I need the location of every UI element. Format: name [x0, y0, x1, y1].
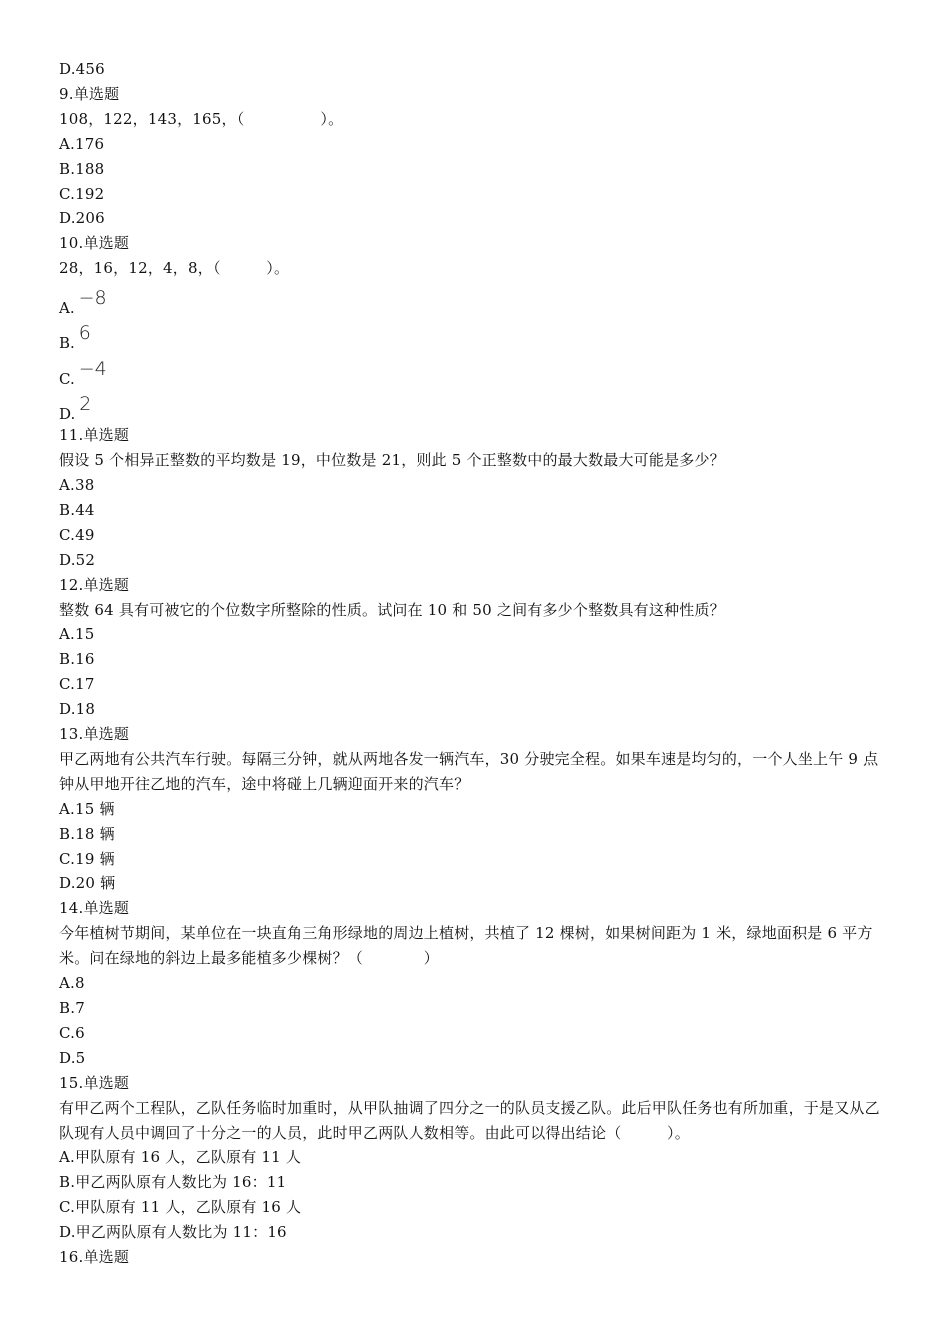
- option-item: D.5: [59, 1048, 86, 1067]
- question-stem: 有甲乙两个工程队，乙队任务临时加重时，从甲队抽调了四分之一的队员支援乙队。此后甲队任务也有所加重，于是又从乙队现有人员中调回了十分之一的人员，此时甲乙两队人数相等。由此可以得出结论（ ）。: [59, 1098, 880, 1142]
- option-item: A.甲队原有 16 人，乙队原有 11 人: [59, 1148, 302, 1167]
- option-item: A.15 辆: [59, 799, 115, 818]
- question-heading: 12.单选题: [59, 575, 130, 594]
- option-item: B.18 辆: [59, 824, 115, 843]
- option-item: B.188: [59, 159, 105, 178]
- option-item: D.456: [59, 60, 105, 78]
- option-item: [59, 352, 890, 388]
- option-item: C.甲队原有 11 人，乙队原有 16 人: [59, 1198, 302, 1217]
- option-item: B.16: [59, 650, 95, 669]
- option-item: B.7: [59, 999, 85, 1017]
- option-label: D.: [59, 405, 76, 424]
- option-label: A.: [59, 298, 75, 317]
- option-item: C.6: [59, 1023, 85, 1042]
- question-heading: 10.单选题: [59, 234, 130, 253]
- question-heading: 16.单选题: [59, 1248, 130, 1267]
- option-item: D.206: [59, 209, 105, 228]
- question-stem: 108，122，143，165，（ ）。: [59, 109, 344, 128]
- option-item: [59, 317, 890, 353]
- option-item: A.38: [59, 475, 95, 494]
- option-math-value: −8: [78, 286, 107, 309]
- option-item: D.甲乙两队原有人数比为 11：16: [59, 1223, 287, 1242]
- option-item: D.52: [59, 550, 96, 569]
- option-item: A.8: [59, 974, 85, 993]
- option-item: C.19 辆: [59, 849, 115, 868]
- option-item: C.192: [59, 184, 105, 203]
- option-math-value: 2: [79, 393, 92, 416]
- question-heading: 11.单选题: [59, 426, 130, 445]
- option-item: D.20 辆: [59, 874, 116, 893]
- option-item: A.176: [59, 134, 105, 153]
- question-heading: 9.单选题: [59, 84, 120, 103]
- question-stem: 今年植树节期间，某单位在一块直角三角形绿地的周边上植树，共植了 12 棵树，如果树间距为 1 米，绿地面积是 6 平方米。问在绿地的斜边上最多能植多少棵树？（ ）: [59, 924, 873, 968]
- question-heading: 14.单选题: [59, 899, 130, 918]
- option-math-value: −4: [78, 357, 107, 380]
- option-label: B.: [59, 334, 75, 353]
- question-heading: 15.单选题: [59, 1073, 130, 1092]
- option-math-value: 6: [78, 322, 91, 345]
- option-item: B.44: [59, 500, 95, 519]
- question-heading: 13.单选题: [59, 725, 130, 744]
- question-stem: 整数 64 具有可被它的个位数字所整除的性质。试问在 10 和 50 之间有多少个整数具有这种性质？: [59, 600, 725, 619]
- option-item: C.49: [59, 525, 95, 544]
- option-item: [59, 388, 890, 424]
- option-item: [59, 281, 890, 317]
- question-stem: 假设 5 个相异正整数的平均数是 19，中位数是 21，则此 5 个正整数中的最大数最大可能是多少？: [59, 451, 725, 470]
- option-item: D.18: [59, 700, 96, 719]
- question-stem: 28，16，12，4，8，（ ）。: [59, 259, 290, 278]
- option-item: C.17: [59, 675, 95, 694]
- question-list: [59, 57, 890, 1270]
- option-item: A.15: [59, 625, 95, 644]
- question-stem: 甲乙两地有公共汽车行驶。每隔三分钟，就从两地各发一辆汽车，30 分驶完全程。如果车速是均匀的，一个人坐上午 9 点钟从甲地开往乙地的汽车，途中将碰上几辆迎面开来的汽车？: [59, 749, 879, 793]
- option-item: B.甲乙两队原有人数比为 16：11: [59, 1173, 287, 1192]
- option-label: C.: [59, 369, 75, 388]
